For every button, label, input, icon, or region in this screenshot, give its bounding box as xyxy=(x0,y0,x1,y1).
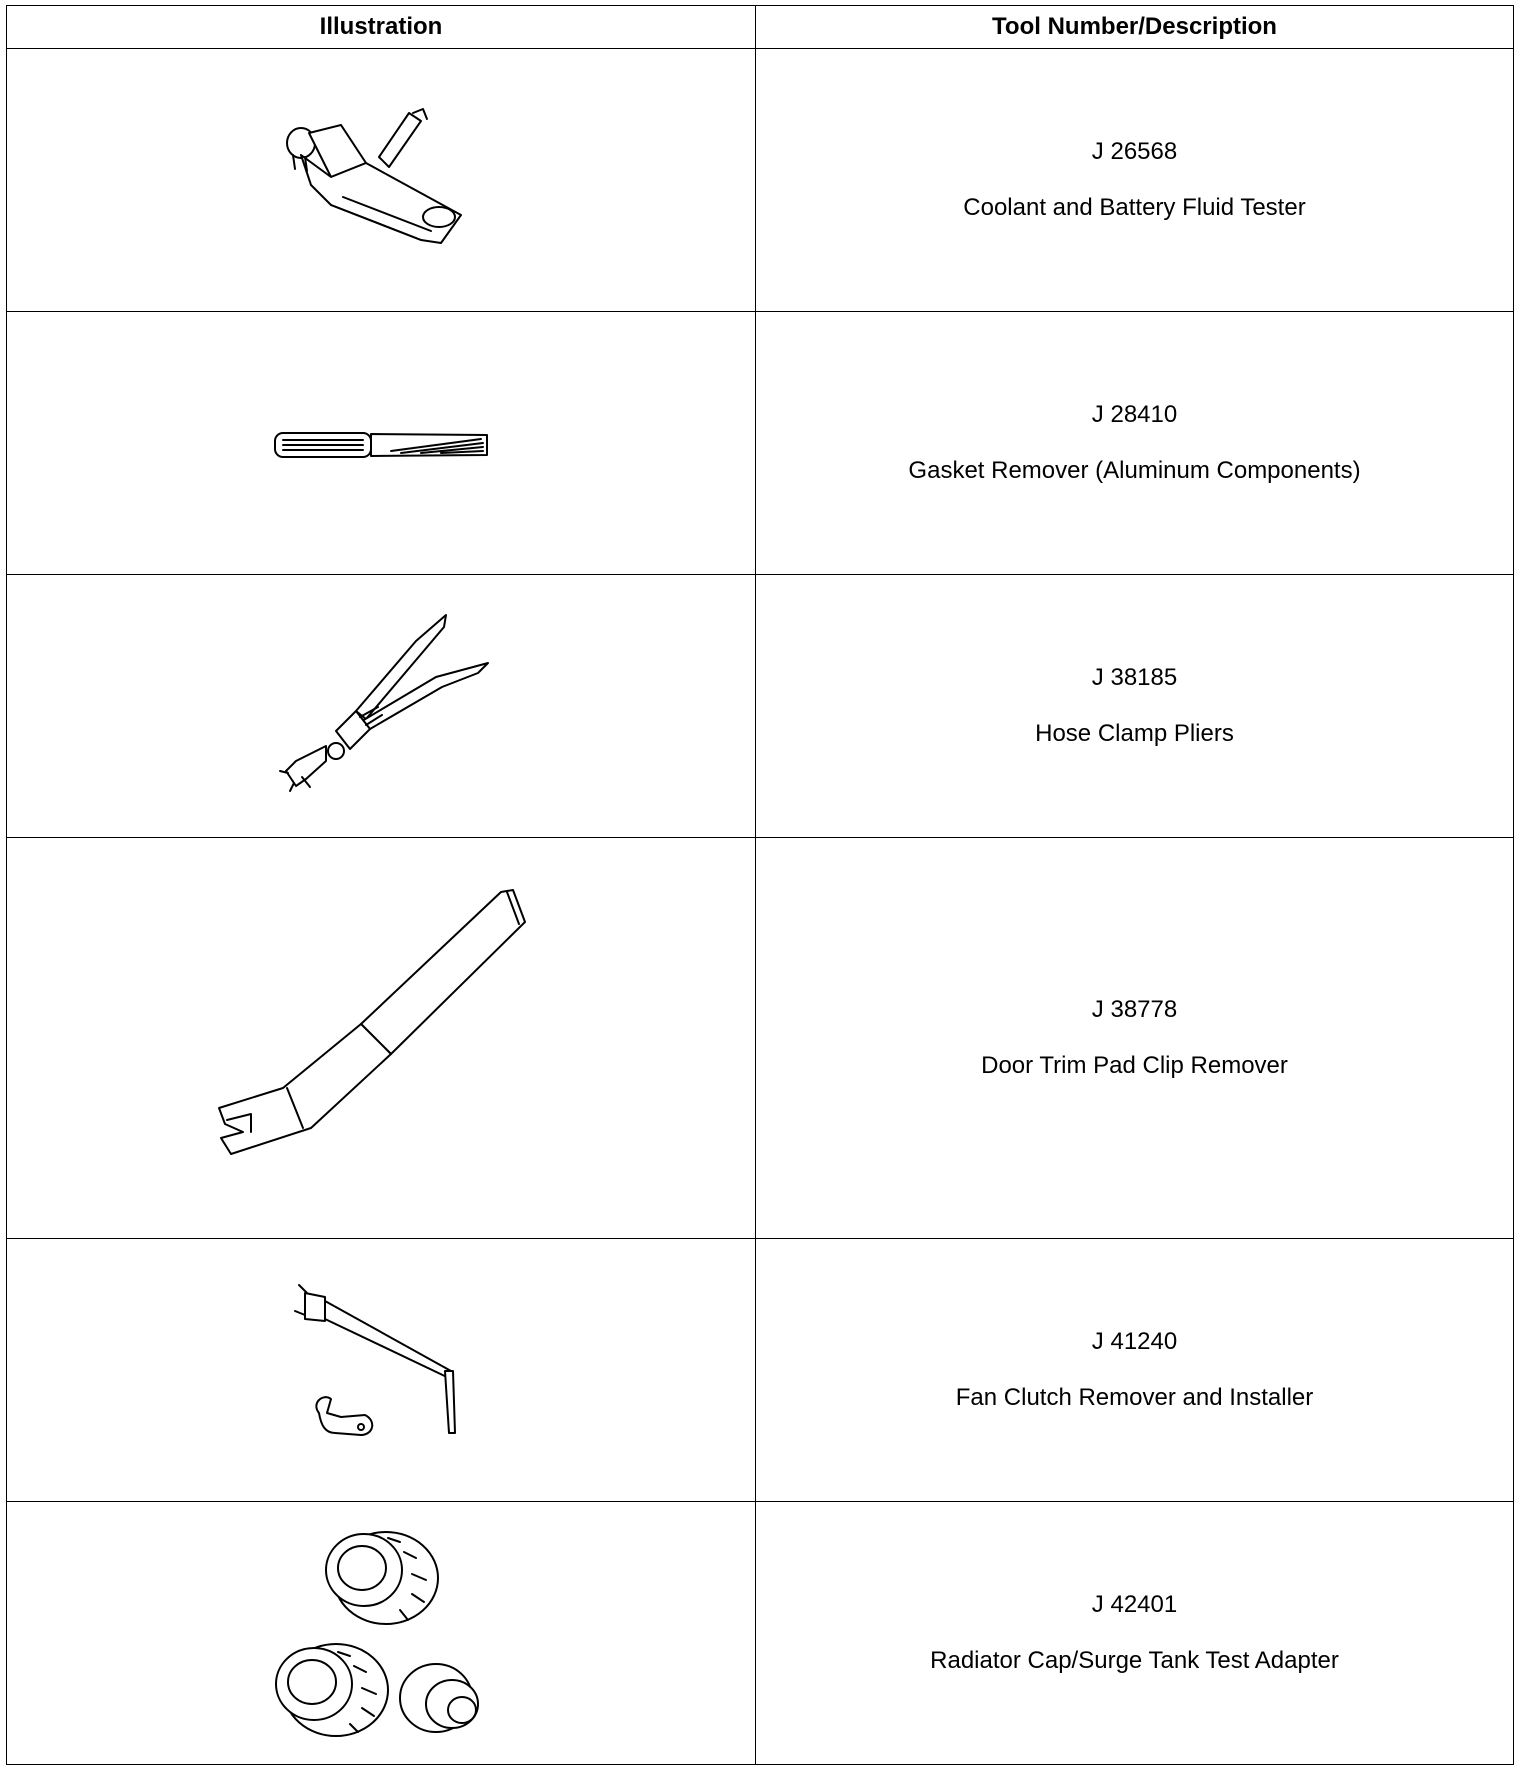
clip-remover-icon xyxy=(191,888,571,1188)
table-row xyxy=(7,312,1514,575)
illustration-cell xyxy=(7,838,756,1239)
tool-name: Hose Clamp Pliers xyxy=(1035,720,1234,747)
tool-name: Radiator Cap/Surge Tank Test Adapter xyxy=(930,1647,1339,1674)
illustration-cell xyxy=(7,575,756,838)
description-cell xyxy=(756,312,1514,575)
description-cell xyxy=(756,838,1514,1239)
special-tools-table xyxy=(6,5,1514,1765)
tool-name: Door Trim Pad Clip Remover xyxy=(981,1052,1288,1079)
fluid-tester-icon xyxy=(271,105,491,255)
header-row xyxy=(7,6,1514,49)
tool-number: J 41240 xyxy=(1091,1328,1178,1355)
table-row xyxy=(7,575,1514,838)
illustration-cell xyxy=(7,49,756,312)
illustration-cell xyxy=(7,1502,756,1765)
description-cell xyxy=(756,575,1514,838)
description-cell xyxy=(756,1239,1514,1502)
gasket-remover-icon xyxy=(271,423,491,463)
tool-number: J 38185 xyxy=(1091,664,1178,691)
illustration-cell xyxy=(7,312,756,575)
fan-clutch-tool-icon xyxy=(281,1275,481,1465)
tool-number: J 28410 xyxy=(1091,401,1178,428)
tool-number: J 42401 xyxy=(1091,1591,1178,1618)
tool-number: J 38778 xyxy=(1091,996,1178,1023)
table-row xyxy=(7,1239,1514,1502)
description-cell xyxy=(756,49,1514,312)
description-cell xyxy=(756,1502,1514,1765)
illustration-cell xyxy=(7,1239,756,1502)
tool-name: Gasket Remover (Aluminum Components) xyxy=(908,457,1361,484)
tool-number: J 26568 xyxy=(1091,138,1178,165)
illustration-header: Illustration xyxy=(7,6,756,49)
tool-header: Tool Number/Description xyxy=(756,6,1514,49)
tool-name: Fan Clutch Remover and Installer xyxy=(955,1384,1314,1411)
table-row xyxy=(7,1502,1514,1765)
tool-name: Coolant and Battery Fluid Tester xyxy=(963,194,1306,221)
table-row xyxy=(7,838,1514,1239)
test-adapter-icon xyxy=(266,1518,496,1748)
table-row xyxy=(7,49,1514,312)
hose-clamp-pliers-icon xyxy=(266,611,496,801)
